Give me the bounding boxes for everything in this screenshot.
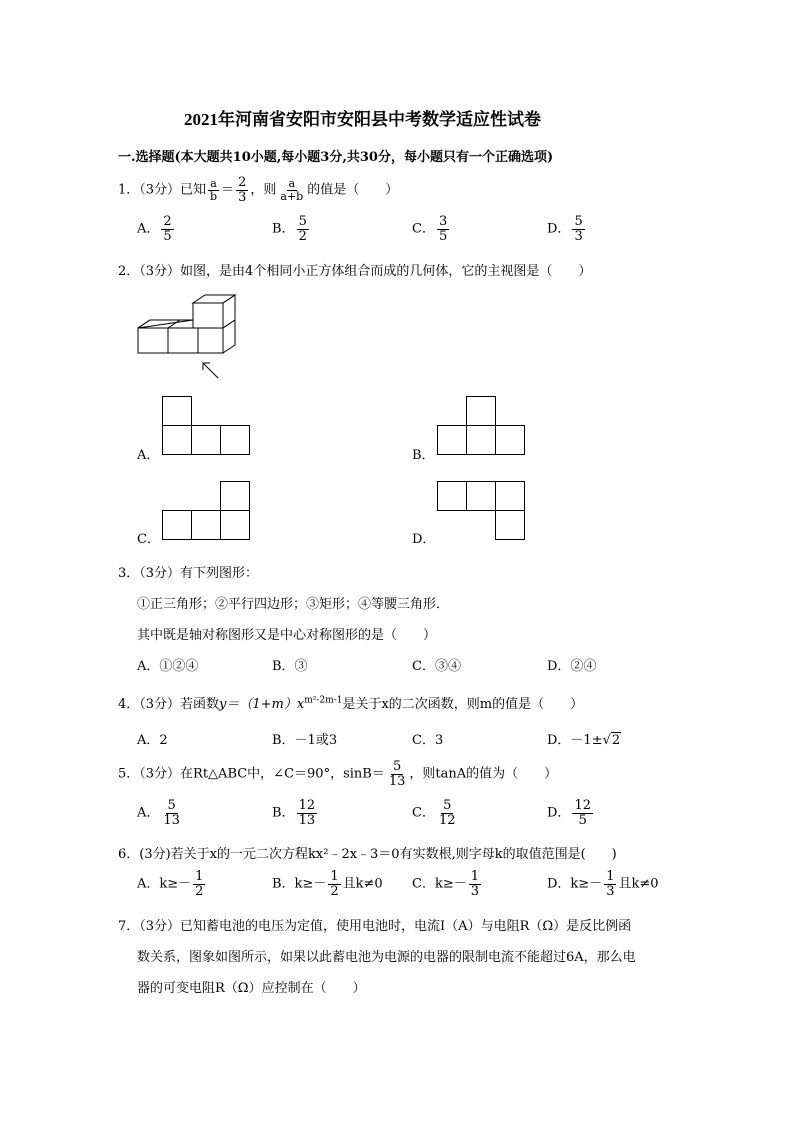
q3-option-a: A．①②④ (137, 659, 199, 674)
q5-option-b: B． $\frac{12}{13}$ (272, 798, 316, 828)
q3-ask: 其中既是轴对称图形又是中心对称图形的是（ ） (137, 628, 437, 643)
question-3: 3．（3分）有下列图形： (118, 566, 259, 581)
question-4: 4．（3分）若函数$y=(1+m)x^{m^2-2m-1}$是关于x的二次函数，则m的值是（ ） (118, 695, 584, 712)
q3-option-c: C．③④ (412, 659, 461, 674)
page-title: 2021年河南省安阳市安阳县中考数学适应性试卷 (184, 110, 541, 129)
fraction: $\frac{2}{3}$ (238, 175, 247, 205)
fraction: $\frac{a}{b}$ (210, 177, 218, 203)
section-heading: 一.选择题(本大题共10小题,每小题3分,共30分，每小题只有一个正确选项) (118, 150, 554, 165)
question-6: 6．(3分)若关于x的一元二次方程kx²﹣2x﹣3＝0有实数根,则字母k的取值范围是( ) (118, 847, 617, 862)
q4-option-c: C．3 (412, 733, 444, 748)
q3-option-d: D．②④ (547, 659, 597, 674)
q2-option-a-label: A． (137, 448, 160, 463)
q1-option-c: C． $\frac{3}{5}$ (412, 214, 448, 244)
q2-option-c-label: C． (137, 532, 160, 547)
question-7-line-1: 7．（3分）已知蓄电池的电压为定值，使用电池时，电流I（A）与电阻R（Ω）是反比例函 (118, 919, 632, 934)
q2-option-c-figure (162, 481, 254, 541)
question-2: 2．（3分）如图，是由4个相同小正方体组合而成的几何体，它的主视图是（ ） (118, 264, 592, 279)
question-5: 5．（3分）在Rt△ABC中，∠C＝90°，sinB＝ $\frac{5}{13}$ ，则tanA的值为（ ） (118, 759, 558, 789)
q2-option-b-figure (437, 396, 529, 456)
q2-option-a-figure (162, 396, 254, 456)
q4-option-b: B．－1或3 (272, 733, 338, 748)
q5-option-c: C． $\frac{5}{12}$ (412, 798, 456, 828)
question-7-line-3: 器的可变电阻R（Ω）应控制在（ ） (137, 981, 366, 996)
q1-option-b: B． $\frac{5}{2}$ (272, 214, 307, 244)
q3-option-b: B．③ (272, 659, 308, 674)
q4-option-a: A．2 (137, 733, 168, 748)
q6-option-d: D．k≥－ $\frac{1}{3}$ 且k≠0 (547, 869, 659, 899)
q5-option-d: D． $\frac{12}{5}$ (547, 798, 591, 828)
q6-option-a: A．k≥－ $\frac{1}{2}$ (137, 869, 204, 899)
q4-option-d: D．－1±√2 (547, 733, 621, 748)
question-1: 1．（3分）已知 $\frac{a}{b}$ ＝ $\frac{2}{3}$ ，则 $\frac{a}{a+b}$ 的值是（ ） (118, 175, 399, 205)
question-7-line-2: 数关系，图象如图所示，如果以此蓄电池为电源的电器的限制电流不能超过6A，那么电 (137, 950, 636, 965)
q2-option-b-label: B． (412, 448, 435, 463)
q2-option-d-label: D． (412, 532, 436, 547)
q5-option-a: A． $\frac{5}{13}$ (137, 798, 180, 828)
q6-option-b: B．k≥－ $\frac{1}{2}$ 且k≠0 (272, 869, 383, 899)
q3-list: ①正三角形；②平行四边形；③矩形；④等腰三角形． (137, 597, 450, 612)
q1-option-d: D． $\frac{5}{3}$ (547, 214, 583, 244)
q2-option-d-figure (437, 481, 529, 541)
q1-option-a: A． $\frac{2}{5}$ (137, 214, 172, 244)
fraction: $\frac{a}{a+b}$ (280, 177, 304, 203)
q6-option-c: C．k≥－ $\frac{1}{3}$ (412, 869, 479, 899)
cube-figure (130, 290, 250, 385)
